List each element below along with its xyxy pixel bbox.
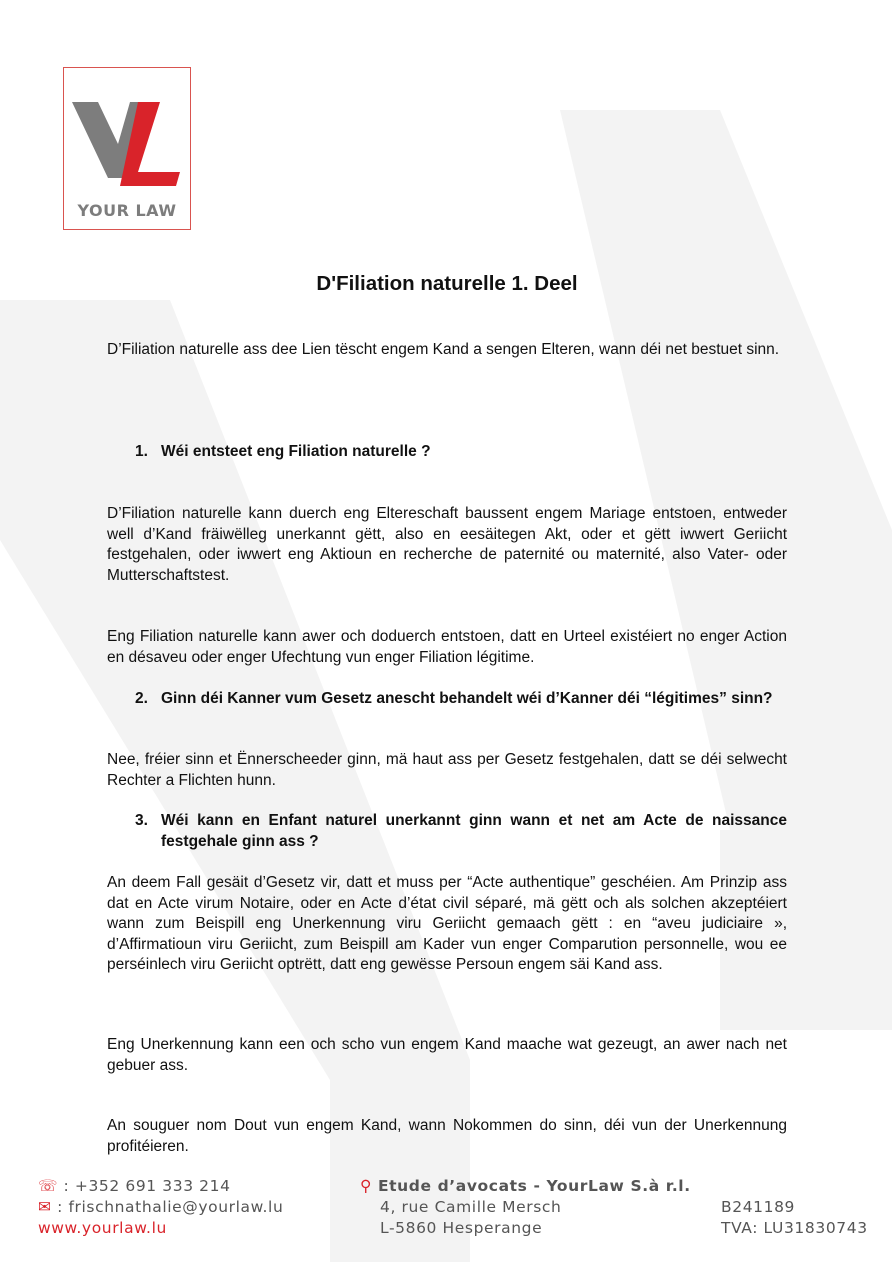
question-2-text: Ginn déi Kanner vum Gesetz anescht behandelt wéi d’Kanner déi “légitimes” sinn? (161, 690, 773, 707)
email-address[interactable]: : frischnathalie@yourlaw.lu (57, 1198, 284, 1216)
question-2-number: 2. (135, 690, 148, 707)
footer-rcs: B241189 (721, 1198, 796, 1216)
footer-city: L-5860 Hesperange (380, 1219, 543, 1237)
question-3-text: Wéi kann en Enfant naturel unerkannt ginn wann et net am Acte de naissance festgehale ginn ass ? (161, 812, 787, 850)
footer-email (38, 1198, 283, 1216)
page-title: D'Filiation naturelle 1. Deel (316, 272, 578, 295)
footer-phone (38, 1177, 231, 1195)
question-1-text: Wéi entsteet eng Filiation naturelle ? (161, 443, 431, 460)
question-3-number: 3. (135, 812, 148, 829)
question-1 (135, 442, 787, 463)
intro-paragraph: D’Filiation naturelle ass dee Lien tëscht engem Kand a sengen Elteren, wann déi net bestuet sinn. (107, 341, 780, 358)
logo-wordmark: YOUR LAW (77, 201, 177, 220)
paragraph-1: D’Filiation naturelle kann duerch eng Eltereschaft baussent engem Mariage entstoen, entweder well d’Kand fräiwëlleg unerkannt gëtt, also en eesäitegen Akt, oder et gëtt iwwert Geriicht festgehalen, oder iwwert eng Aktioun en recherche de paternité ou maternité, also Vater- oder Mutterschaftstest. (107, 505, 787, 584)
yl-logo-mark (70, 96, 185, 192)
phone-icon: ☏ (38, 1177, 58, 1195)
question-3 (135, 811, 787, 852)
paragraph-6: An souguer nom Dout vun engem Kand, wann Nokommen do sinn, déi vun der Unerkennung profitéieren. (107, 1117, 787, 1155)
envelope-icon: ✉ (38, 1198, 52, 1216)
footer-tva: TVA: LU31830743 (721, 1219, 868, 1237)
question-1-number: 1. (135, 443, 148, 460)
company-logo (63, 67, 191, 230)
footer-website[interactable]: www.yourlaw.lu (38, 1219, 167, 1237)
footer-firm (360, 1177, 691, 1195)
paragraph-2: Eng Filiation naturelle kann awer och doduerch entstoen, datt en Urteel existéiert no enger Action en désaveu oder enger Ufechtung vun enger Filiation légitime. (107, 628, 787, 666)
footer-street: 4, rue Camille Mersch (380, 1198, 562, 1216)
page-footer (0, 1175, 892, 1245)
location-pin-icon: ⚲ (360, 1177, 372, 1195)
question-2 (135, 689, 787, 710)
firm-name: Etude d’avocats - YourLaw S.à r.l. (377, 1177, 691, 1195)
paragraph-4: An deem Fall gesäit d’Gesetz vir, datt et muss per “Acte authentique” geschéien. Am Prinzip ass dat en Acte virum Notaire, oder en Acte d’état civil séparé, mä gëtt och als solchen akzeptéiert wann zum Beispill eng Unerkennung viru Geriicht gemaach gëtt : en “aveu judiciaire », d’Affirmatioun viru Geriicht, zum Beispill am Kader vun enger Comparution personnelle, wou ee perséinlech viru Geriicht optrëtt, datt eng gewësse Persoun engem säi Kand ass. (107, 874, 787, 974)
paragraph-5: Eng Unerkennung kann een och scho vun engem Kand maache wat gezeugt, an awer nach net gebuer ass. (107, 1036, 787, 1074)
phone-number: : +352 691 333 214 (63, 1177, 231, 1195)
paragraph-3: Nee, fréier sinn et Ënnerscheeder ginn, mä haut ass per Gesetz festgehalen, datt se déi selwecht Rechter a Flichten hunn. (107, 751, 787, 789)
